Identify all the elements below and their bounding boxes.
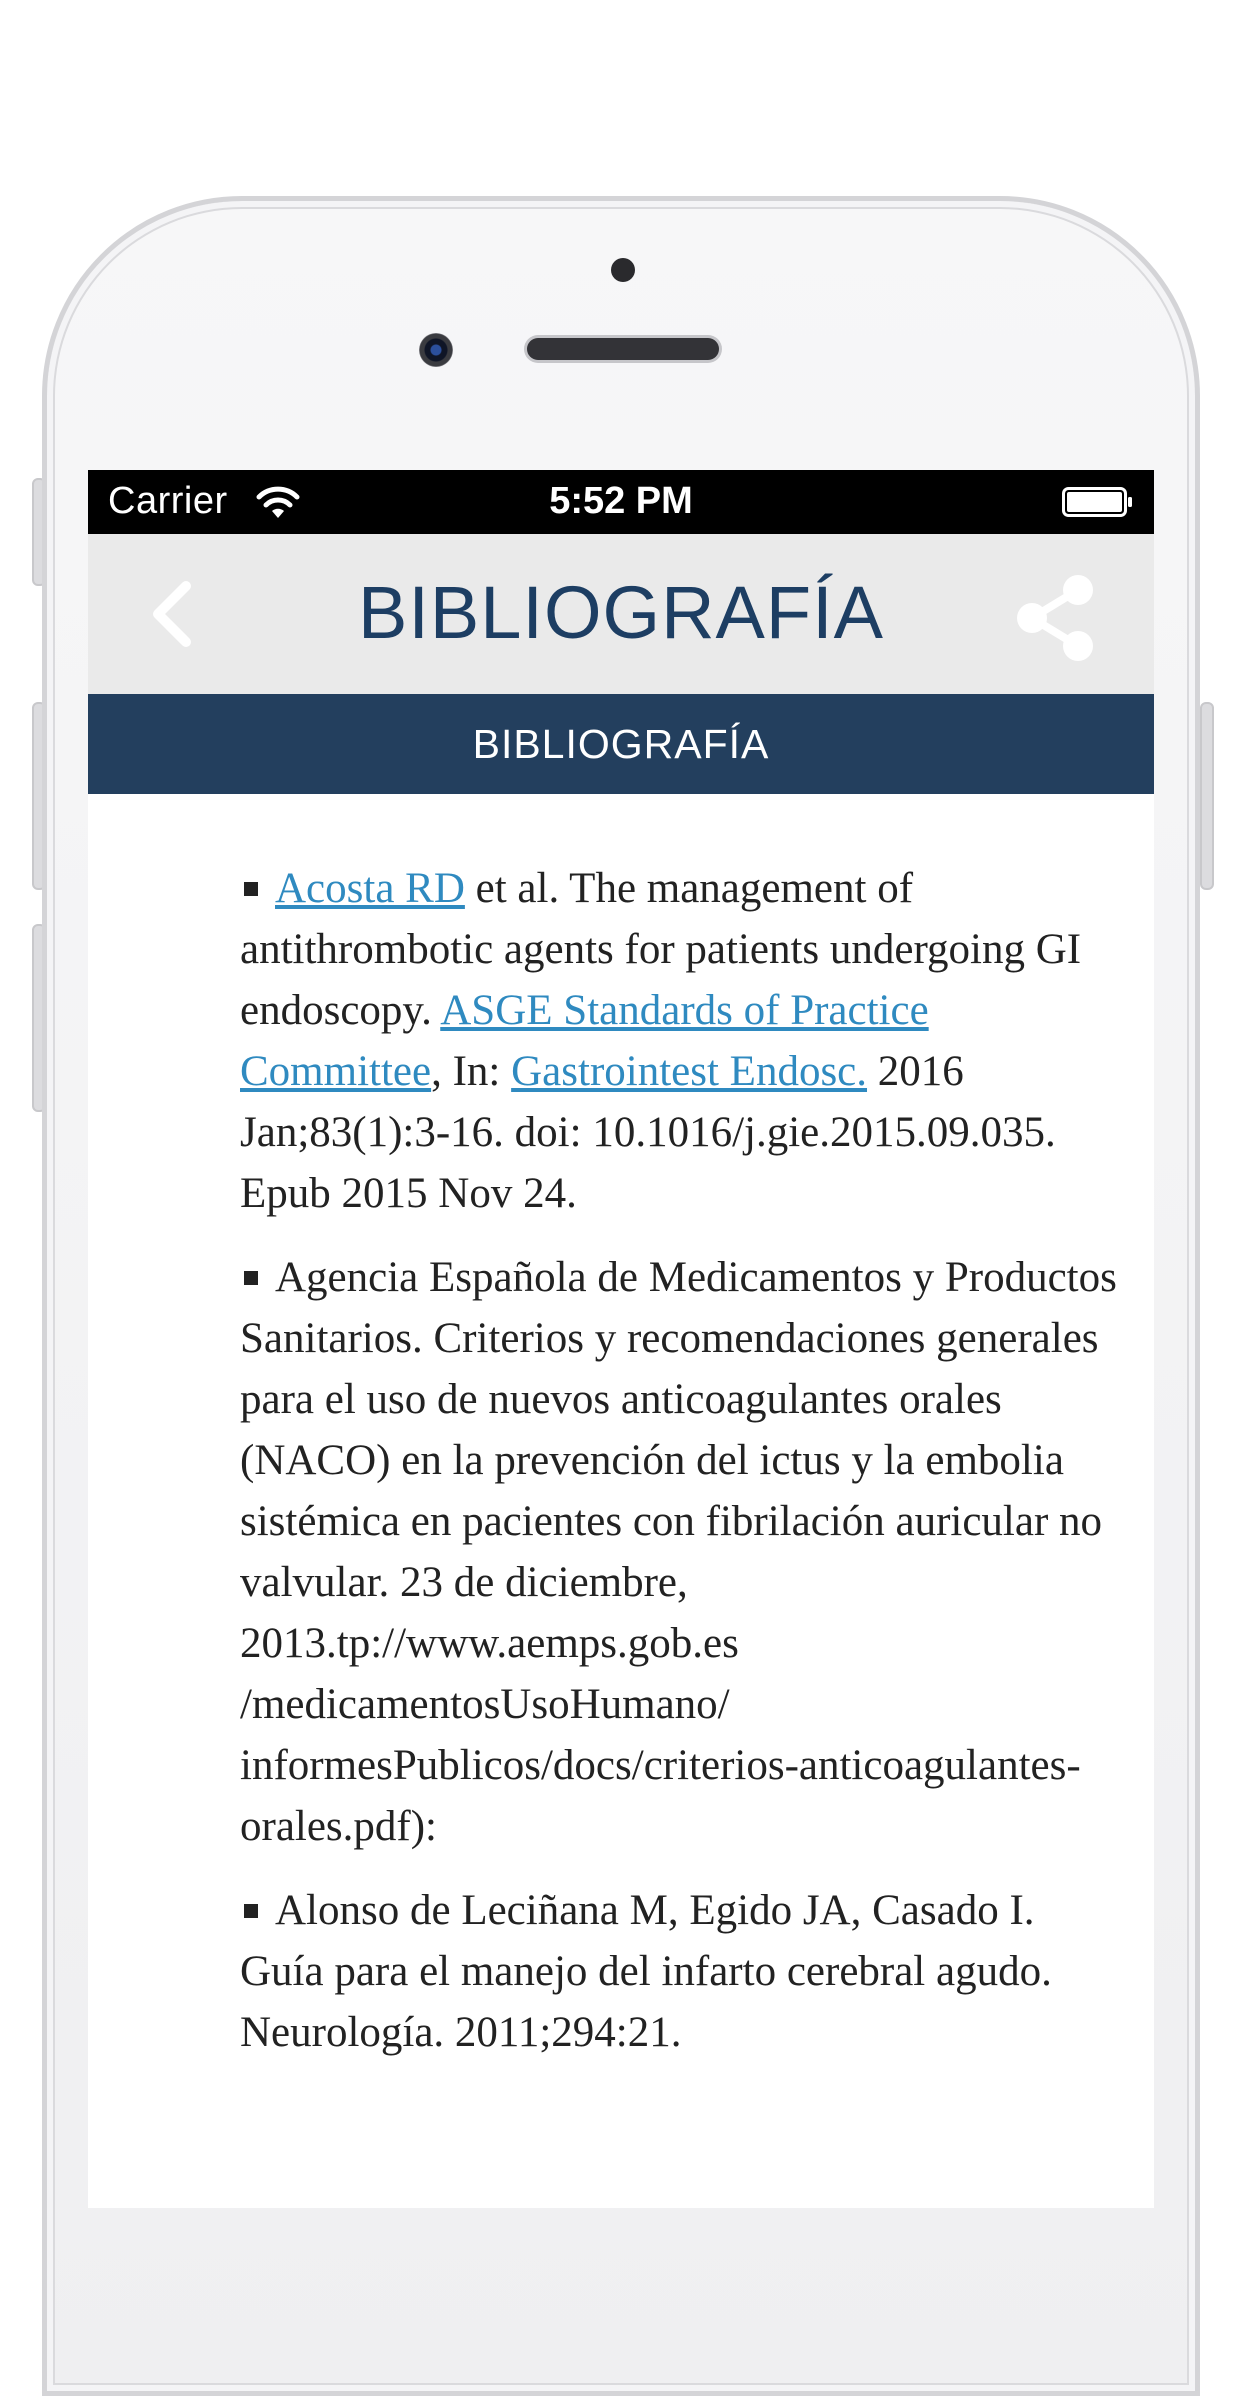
earpiece-speaker xyxy=(527,338,719,360)
bibliography-list xyxy=(240,858,1120,2063)
battery-icon xyxy=(1062,487,1134,517)
journal-link[interactable]: Gastrointest Endosc. xyxy=(511,1048,868,1095)
carrier-label: Carrier xyxy=(108,480,228,522)
proximity-sensor xyxy=(611,258,635,282)
list-item xyxy=(240,1247,1120,1857)
reference-text: et al. The management of antithrombotic agents for patients undergoing GI endoscopy. xyxy=(240,865,1082,1034)
bibliography-list-container xyxy=(240,858,1120,2086)
square-bullet-icon xyxy=(244,1904,258,1918)
reference-text: Alonso de Leciñana M, Egido JA, Casado I. Guía para el manejo del infarto cerebral agudo. Neurología. 2011;294:21. xyxy=(240,1887,1052,2056)
page-title: BIBLIOGRAFÍA xyxy=(357,571,885,654)
reference-text: Agencia Española de Medicamentos y Productos Sanitarios. Criterios y recomendaciones generales para el uso de nuevos anticoagulantes orales (NACO) en la prevención del ictus y la embolia sistémica en pacientes con fibrilación auricular no valvular. 23 de diciembre, 2013.tp://www.aemps.gob.es /medicamentosUsoHumano/ informesPublicos/docs/criterios-anticoagulantes- orales.pdf): xyxy=(240,1254,1117,1850)
status-bar xyxy=(88,470,1154,534)
list-item xyxy=(240,1880,1120,2063)
author-link[interactable]: Acosta RD xyxy=(275,865,465,912)
reference-text: 2016 Jan;83(1):3-16. doi: 10.1016/j.gie.2015.09.035. Epub 2015 Nov 24. xyxy=(240,1048,1056,1217)
power-button xyxy=(1200,702,1214,890)
share-icon[interactable] xyxy=(1012,574,1100,662)
status-time: 5:52 PM xyxy=(549,480,693,522)
square-bullet-icon xyxy=(244,882,258,896)
screen xyxy=(88,470,1154,2208)
reference-text: , In: xyxy=(431,1048,512,1095)
section-header: BIBLIOGRAFÍA xyxy=(88,694,1154,794)
navigation-bar xyxy=(88,534,1154,694)
square-bullet-icon xyxy=(244,1271,258,1285)
list-item xyxy=(240,858,1120,1224)
committee-link[interactable]: ASGE Standards of Practice Committee xyxy=(240,987,929,1095)
front-camera-icon xyxy=(419,333,453,367)
